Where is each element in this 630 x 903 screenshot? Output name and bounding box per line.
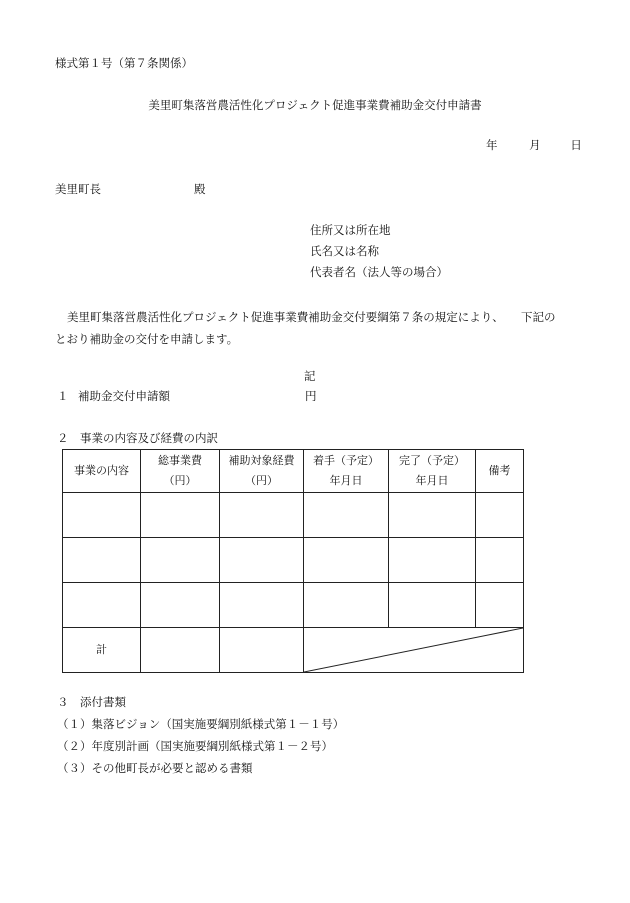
header-label: 完了（予定） <box>399 454 465 467</box>
cell-remarks[interactable] <box>476 493 524 538</box>
application-statement <box>55 306 575 350</box>
cell-business-content[interactable] <box>63 538 141 583</box>
table-row <box>63 583 524 628</box>
table-total-row <box>63 628 524 673</box>
cell-total-cost[interactable] <box>141 538 220 583</box>
header-label: 備考 <box>488 464 511 477</box>
header-completion-date <box>389 450 476 493</box>
applicant-representative-label: 代表者名（法人等の場合） <box>310 265 448 279</box>
table-header-row <box>63 450 524 493</box>
header-label: 補助対象経費 <box>228 454 295 467</box>
cell-total-cost[interactable] <box>141 583 220 628</box>
header-sublabel: （円） <box>163 474 197 487</box>
addressee-honorific: 殿 <box>194 182 206 196</box>
header-remarks <box>476 450 524 493</box>
item1-yen-unit: 円 <box>305 389 317 403</box>
cell-completion-date[interactable] <box>389 538 476 583</box>
header-start-date <box>304 450 389 493</box>
date-day-label: 日 <box>570 138 582 152</box>
table-row <box>63 493 524 538</box>
table-row <box>63 538 524 583</box>
addressee-name: 美里町長 <box>55 182 101 196</box>
total-diagonal-cell <box>304 628 524 673</box>
cell-start-date[interactable] <box>304 493 389 538</box>
header-eligible-cost <box>220 450 304 493</box>
attachment-item: （２）年度別計画（国実施要綱別紙様式第１－２号） <box>57 739 333 753</box>
header-sublabel: 年月日 <box>415 474 449 487</box>
cell-eligible-cost[interactable] <box>220 538 304 583</box>
header-label: 事業の内容 <box>74 464 129 477</box>
header-sublabel: 年月日 <box>329 474 363 487</box>
item2-heading: ２ 事業の内容及び経費の内訳 <box>57 431 218 445</box>
cell-eligible-cost[interactable] <box>220 583 304 628</box>
date-year-label: 年 <box>486 138 498 152</box>
cell-completion-date[interactable] <box>389 583 476 628</box>
cell-total-sum-eligible[interactable] <box>220 628 304 673</box>
ki-heading: 記 <box>304 369 316 383</box>
cell-remarks[interactable] <box>476 538 524 583</box>
header-business-content <box>63 450 141 493</box>
item1-number: １ <box>57 389 69 403</box>
header-label: 着手（予定） <box>313 454 379 467</box>
diagonal-line <box>304 628 523 672</box>
cell-total-sum-cost[interactable] <box>141 628 220 673</box>
date-line <box>486 139 594 153</box>
cell-business-content[interactable] <box>63 583 141 628</box>
applicant-name-label: 氏名又は名称 <box>310 244 379 258</box>
header-total-cost <box>141 450 220 493</box>
cell-eligible-cost[interactable] <box>220 493 304 538</box>
form-number: 様式第１号（第７条関係） <box>55 56 193 70</box>
document-title: 美里町集落営農活性化プロジェクト促進事業費補助金交付申請書 <box>148 98 482 112</box>
header-sublabel: （円） <box>245 474 278 487</box>
total-label: 計 <box>63 628 141 673</box>
expense-table <box>62 449 524 673</box>
attachment-item: （１）集落ビジョン（国実施要綱別紙様式第１－１号） <box>57 717 345 731</box>
cell-start-date[interactable] <box>304 583 389 628</box>
item3-heading: ３ 添付書類 <box>57 695 126 709</box>
applicant-address-label: 住所又は所在地 <box>310 223 391 237</box>
cell-completion-date[interactable] <box>389 493 476 538</box>
cell-total-cost[interactable] <box>141 493 220 538</box>
item1-label: 補助金交付申請額 <box>78 389 170 403</box>
attachment-item: （３）その他町長が必要と認める書類 <box>57 761 253 775</box>
header-label: 総事業費 <box>158 454 202 467</box>
statement-line-1: 美里町集落営農活性化プロジェクト促進事業費補助金交付要綱第７条の規定により、 下記の <box>67 310 556 324</box>
cell-business-content[interactable] <box>63 493 141 538</box>
statement-line-2: とおり補助金の交付を申請します。 <box>55 332 239 346</box>
cell-start-date[interactable] <box>304 538 389 583</box>
cell-remarks[interactable] <box>476 583 524 628</box>
date-month-label: 月 <box>529 138 541 152</box>
